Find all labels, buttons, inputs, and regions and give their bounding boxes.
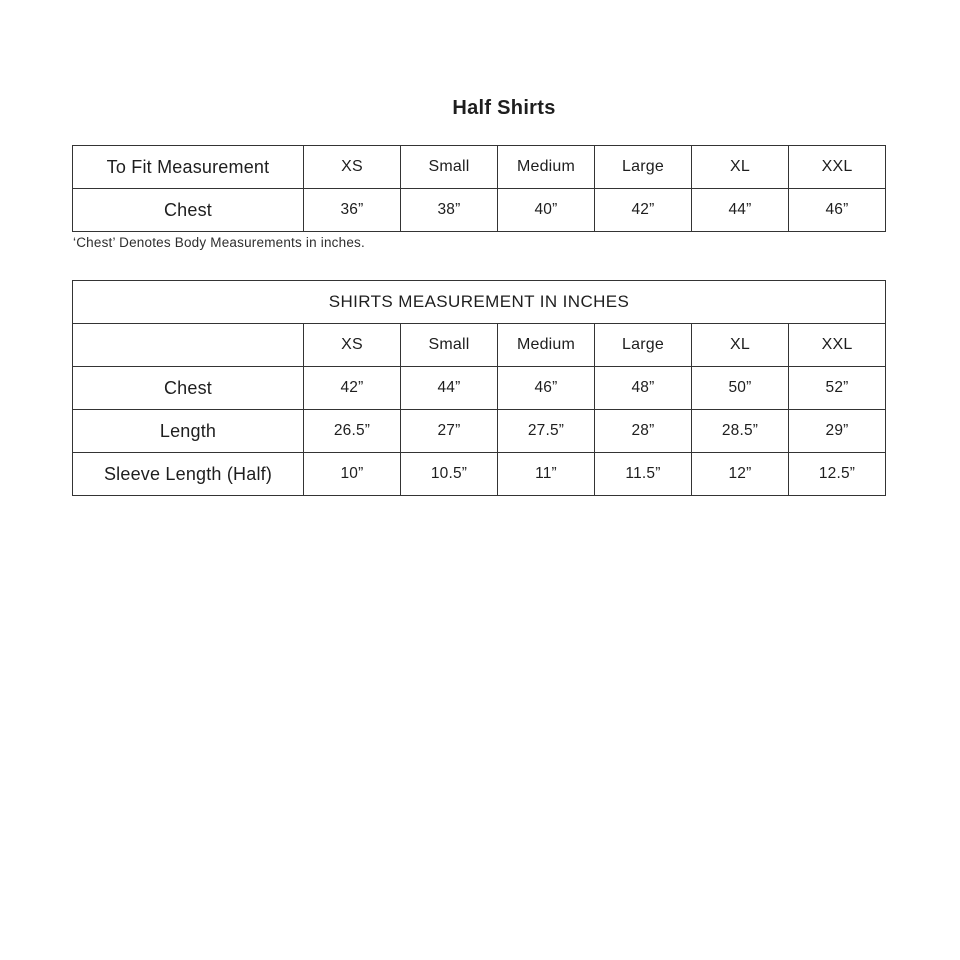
fit-table-header-row: [73, 146, 886, 189]
size-header-large: Large: [595, 324, 692, 367]
shirts-table-length-row: [73, 410, 886, 453]
length-large: 28”: [595, 410, 692, 453]
size-header-small: Small: [401, 146, 498, 189]
chest-xxl: 52”: [789, 367, 886, 410]
fit-chest-xs: 36”: [304, 189, 401, 232]
size-header-xxl: XXL: [789, 324, 886, 367]
sleeve-xl: 12”: [692, 453, 789, 496]
shirts-measurement-table: [72, 280, 886, 496]
shirts-table-sleeve-row: [73, 453, 886, 496]
chest-xs: 42”: [304, 367, 401, 410]
fit-table-chest-row: [73, 189, 886, 232]
fit-chest-xl: 44”: [692, 189, 789, 232]
shirts-table-size-row: [73, 324, 886, 367]
size-header-xs: XS: [304, 324, 401, 367]
size-header-medium: Medium: [498, 146, 595, 189]
sleeve-small: 10.5”: [401, 453, 498, 496]
size-header-medium: Medium: [498, 324, 595, 367]
row-label-sleeve-length: Sleeve Length (Half): [73, 453, 304, 496]
shirts-table-chest-row: [73, 367, 886, 410]
sleeve-medium: 11”: [498, 453, 595, 496]
shirts-table-title: SHIRTS MEASUREMENT IN INCHES: [73, 281, 886, 324]
row-label-chest: Chest: [73, 189, 304, 232]
fit-table-corner-label: To Fit Measurement: [73, 146, 304, 189]
size-header-xs: XS: [304, 146, 401, 189]
length-xs: 26.5”: [304, 410, 401, 453]
size-header-small: Small: [401, 324, 498, 367]
chest-xl: 50”: [692, 367, 789, 410]
empty-cell: [73, 324, 304, 367]
page-title: Half Shirts: [452, 97, 556, 119]
size-header-large: Large: [595, 146, 692, 189]
chest-footnote: ‘Chest’ Denotes Body Measurements in inches.: [73, 235, 365, 250]
sleeve-xs: 10”: [304, 453, 401, 496]
fit-chest-medium: 40”: [498, 189, 595, 232]
fit-chest-xxl: 46”: [789, 189, 886, 232]
size-header-xl: XL: [692, 146, 789, 189]
length-xl: 28.5”: [692, 410, 789, 453]
fit-chest-large: 42”: [595, 189, 692, 232]
length-xxl: 29”: [789, 410, 886, 453]
sleeve-large: 11.5”: [595, 453, 692, 496]
sleeve-xxl: 12.5”: [789, 453, 886, 496]
chest-small: 44”: [401, 367, 498, 410]
row-label-length: Length: [73, 410, 304, 453]
size-header-xxl: XXL: [789, 146, 886, 189]
length-small: 27”: [401, 410, 498, 453]
row-label-chest: Chest: [73, 367, 304, 410]
shirts-table-title-row: [73, 281, 886, 324]
chest-medium: 46”: [498, 367, 595, 410]
length-medium: 27.5”: [498, 410, 595, 453]
chest-large: 48”: [595, 367, 692, 410]
size-header-xl: XL: [692, 324, 789, 367]
fit-measurement-table: [72, 145, 886, 232]
fit-chest-small: 38”: [401, 189, 498, 232]
